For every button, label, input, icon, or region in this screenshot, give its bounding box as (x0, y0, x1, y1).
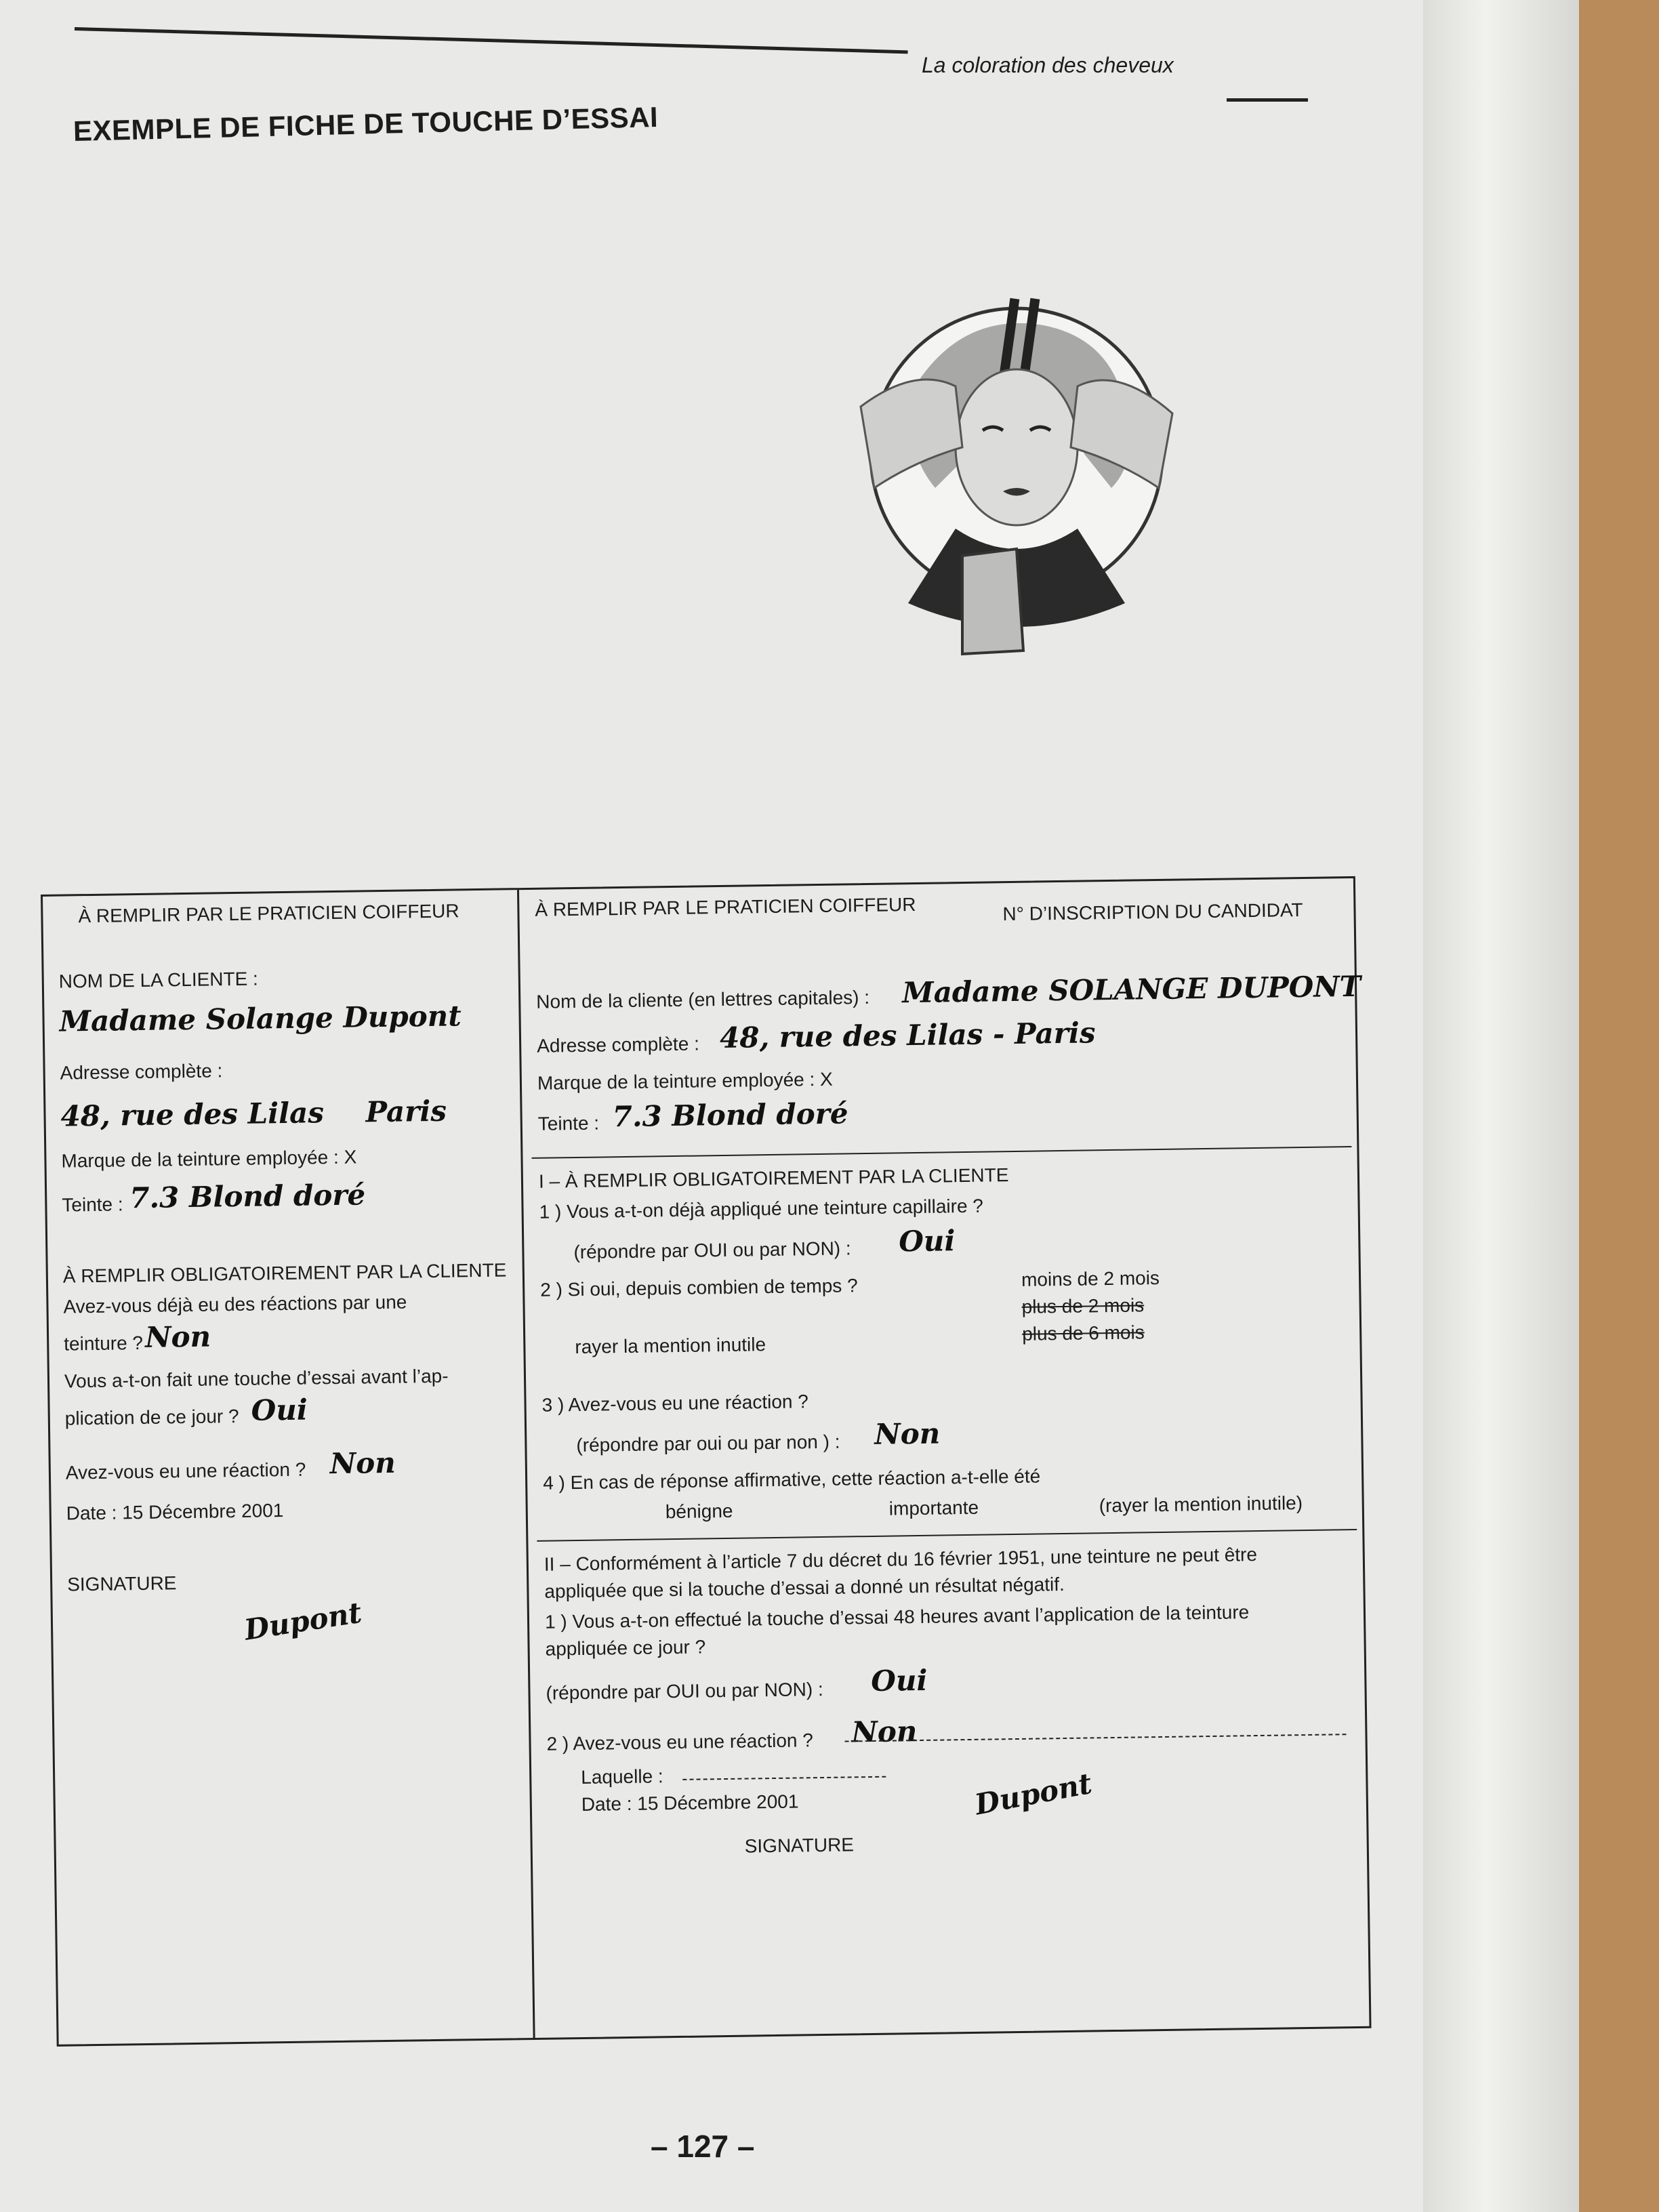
right-section1: I – À REMPLIR OBLIGATOIREMENT PAR LA CLIENTE (538, 1164, 1009, 1192)
right-heading: À REMPLIR PAR LE PRATICIEN COIFFEUR (535, 893, 916, 920)
right-s2q2: 2 ) Avez-vous eu une réaction ? (546, 1729, 814, 1755)
right-client-label: Nom de la cliente (en lettres capitales) : (536, 986, 870, 1012)
left-heading: À REMPLIR PAR LE PRATICIEN COIFFEUR (78, 900, 459, 927)
left-brand-label: Marque de la teinture employée : X (61, 1146, 357, 1172)
right-q4: 4 ) En cas de réponse affirmative, cette réaction a-t-elle été (542, 1465, 1041, 1494)
right-q2: 2 ) Si oui, depuis combien de temps ? (539, 1275, 858, 1300)
left-q3-answer: Non (329, 1446, 396, 1481)
right-s2q1-line2: appliquée ce jour ? (545, 1636, 706, 1660)
right-s2q2-dashes (845, 1734, 1347, 1742)
page-edges (1423, 0, 1579, 2212)
right-separator-2 (537, 1529, 1357, 1542)
column-divider (517, 890, 535, 2038)
right-signature-label: SIGNATURE (744, 1834, 855, 1857)
header-rule (75, 27, 908, 54)
right-q2-opt1: moins de 2 mois (1021, 1267, 1160, 1290)
right-q3: 3 ) Avez-vous eu une réaction ? (541, 1391, 809, 1416)
woman-illustration (759, 285, 1233, 664)
right-s2q2-answer: Non (851, 1715, 918, 1749)
left-shade-label: Teinte : (62, 1193, 123, 1216)
right-q2-opt2: plus de 2 mois (1021, 1294, 1145, 1317)
right-s2q1-line1: 1 ) Vous a-t-on effectué la touche d’essai 48 heures avant l’application de la teinture (544, 1601, 1250, 1633)
left-signature: Dupont (242, 1595, 365, 1647)
right-separator-1 (531, 1146, 1351, 1159)
section-title: EXEMPLE DE FICHE DE TOUCHE D’ESSAI (73, 100, 659, 147)
left-shade-value: 7.3 Blond doré (129, 1178, 366, 1215)
right-date: Date : 15 Décembre 2001 (581, 1790, 799, 1815)
left-q2-line1: Vous a-t-on fait une touche d’essai avant l’ap- (64, 1365, 449, 1392)
right-which-label: Laquelle : (581, 1765, 663, 1788)
right-which-dashes (682, 1776, 886, 1780)
left-client-value: Madame Solange Dupont (59, 999, 462, 1038)
right-section2-line2: appliquée que si la touche d’essai a donné un résultat négatif. (544, 1574, 1065, 1602)
left-address-label: Adresse complète : (60, 1060, 223, 1084)
test-form (41, 876, 1372, 2047)
left-client-label: NOM DE LA CLIENTE : (58, 968, 259, 992)
left-q2-line2: plication de ce jour ? (64, 1405, 239, 1429)
right-q1-hint: (répondre par OUI ou par NON) : (573, 1237, 851, 1263)
right-section2-line1: II – Conformément à l’article 7 du décret du 16 février 1951, une teinture ne peut être (544, 1544, 1258, 1575)
right-s2q1-answer: Oui (870, 1663, 928, 1698)
left-date: Date : 15 Décembre 2001 (66, 1500, 284, 1524)
right-q3-hint: (répondre par oui ou par non ) : (576, 1431, 840, 1456)
right-inscription: N° D’INSCRIPTION DU CANDIDAT (1002, 899, 1303, 925)
right-client-value: Madame SOLANGE DUPONT (901, 969, 1361, 1010)
right-q2-hint: rayer la mention inutile (575, 1334, 766, 1358)
right-address-label: Adresse complète : (536, 1033, 700, 1057)
left-signature-label: SIGNATURE (67, 1572, 177, 1595)
right-address-value: 48, rue des Lilas - Paris (719, 1016, 1096, 1055)
right-signature: Dupont (972, 1766, 1095, 1822)
left-q1-line2: teinture ? (64, 1332, 144, 1355)
left-q1-answer: Non (144, 1319, 211, 1354)
left-address-street: 48, rue des Lilas (60, 1096, 325, 1133)
right-q1: 1 ) Vous a-t-on déjà appliqué une teinture capillaire ? (539, 1195, 984, 1223)
page-number: – 127 – (651, 2129, 755, 2164)
right-q4-hint: (rayer la mention inutile) (1099, 1492, 1303, 1517)
left-column (51, 890, 512, 1647)
left-q1-line1: Avez-vous déjà eu des réactions par une (63, 1291, 407, 1317)
left-client-section: À REMPLIR OBLIGATOIREMENT PAR LA CLIENTE (62, 1259, 507, 1287)
right-q1-answer: Oui (898, 1224, 956, 1258)
header-rule-end (1227, 98, 1308, 102)
right-shade-value: 7.3 Blond doré (612, 1097, 848, 1134)
right-shade-label: Teinte : (537, 1112, 600, 1134)
running-title: La coloration des cheveux (922, 53, 1174, 77)
right-q4-opt1: bénigne (665, 1500, 733, 1523)
right-q3-answer: Non (874, 1416, 941, 1451)
left-q2-answer: Oui (251, 1393, 308, 1427)
right-q4-opt2: importante (888, 1496, 979, 1519)
left-q3-label: Avez-vous eu une réaction ? (65, 1458, 306, 1483)
right-brand-label: Marque de la teinture employée : X (537, 1068, 833, 1094)
right-column (528, 878, 1361, 1857)
right-s2q1-hint: (répondre par OUI ou par NON) : (546, 1678, 823, 1704)
left-address-city: Paris (365, 1094, 447, 1129)
right-q2-opt3: plus de 6 mois (1021, 1322, 1145, 1345)
